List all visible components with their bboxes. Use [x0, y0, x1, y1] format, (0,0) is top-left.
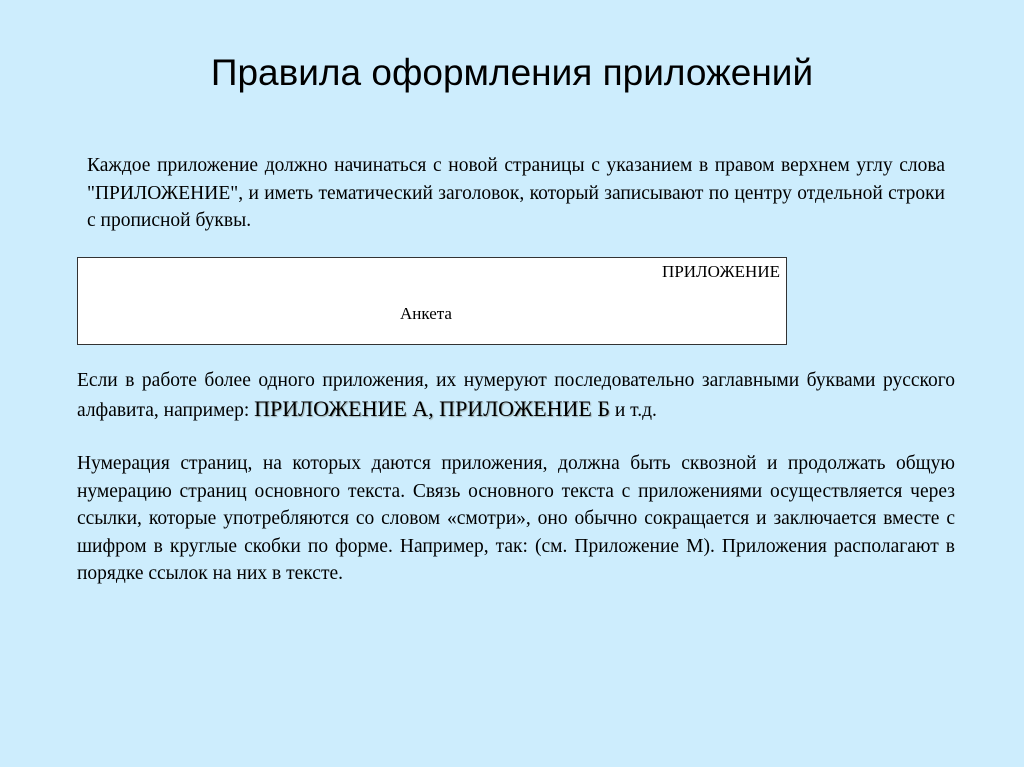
paragraph-intro: Каждое приложение должно начинаться с новой страницы с указанием в правом верхнем углу слова "ПРИЛОЖЕНИЕ", и иметь тематический заголовок, который записывают по центру отдельной строки с прописной буквы.	[87, 155, 945, 232]
slide-title: Правила оформления приложений	[210, 52, 814, 93]
appendix-example-header: ПРИЛОЖЕНИЕ	[662, 262, 780, 281]
appendix-example-name: Анкета	[400, 304, 452, 323]
appendix-examples-highlight: ПРИЛОЖЕНИЕ А, ПРИЛОЖЕНИЕ Б	[254, 395, 610, 421]
paragraph-numbering-end: и т.д.	[609, 399, 657, 421]
paragraph-numbering	[77, 367, 955, 424]
appendix-example-box	[77, 257, 787, 345]
paragraph-numbering-text: Если в работе более одного приложения, их нумеруют последовательно заглавными буквами русского алфавита, например:	[77, 370, 955, 421]
paragraph-page-numbering: Нумерация страниц, на которых даются приложения, должна быть сквозной и продолжать общую нумерацию страниц основного текста. Связь основного текста с приложениями осуществляется через ссылки, которые употребляются со словом «смотри», оно обычно сокращается и заключается вместе с шифром в круглые скобки по форме. Например, так: (см. Приложение М). Приложения располагают в порядке ссылок на них в тексте.	[77, 453, 955, 585]
